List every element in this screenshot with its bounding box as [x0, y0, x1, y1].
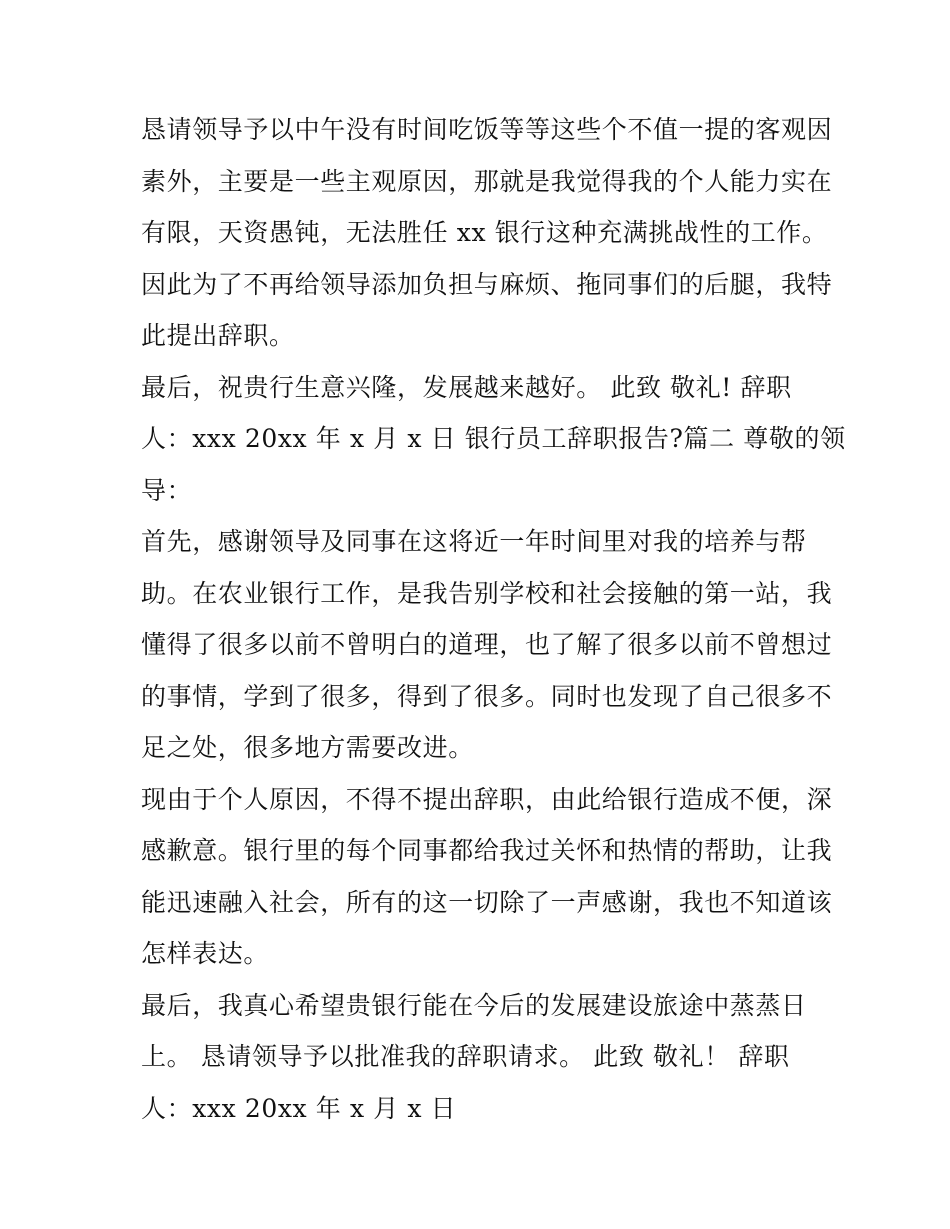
text-line: 感歉意。银行里的每个同事都给我过关怀和热情的帮助，让我 [141, 836, 833, 865]
text-line: 因此为了不再给领导添加负担与麻烦、拖同事们的后腿，我特 [141, 269, 833, 299]
text-line: 懂得了很多以前不曾明白的道理，也了解了很多以前不曾想过 [141, 630, 833, 659]
text-line: 的事情，学到了很多，得到了很多。同时也发现了自己很多不 [141, 681, 833, 711]
text-line: 足之处，很多地方需要改进。 [141, 733, 474, 762]
text-line: 导： [141, 475, 193, 505]
text-line: 上。 恳请领导予以批准我的辞职请求。 此致 敬礼！ 辞职 [141, 1042, 790, 1071]
text-line: 能迅速融入社会，所有的这一切除了一声感谢，我也不知道该 [141, 887, 833, 917]
text-line: 助。在农业银行工作，是我告别学校和社会接触的第一站，我 [141, 578, 833, 608]
text-line: 恳请领导予以中午没有时间吃饭等等这些个不值一提的客观因 [141, 115, 833, 144]
text-line: 最后，我真心希望贵银行能在今后的发展建设旅途中蒸蒸日 [141, 990, 807, 1020]
text-line: 素外，主要是一些主观原因，那就是我觉得我的个人能力实在 [141, 166, 833, 196]
text-line: 人：xxx 20xx 年 x 月 x 日 [141, 1093, 457, 1123]
text-line: 怎样表达。 [141, 939, 270, 968]
text-line: 此提出辞职。 [141, 321, 295, 350]
text-line: 首先，感谢领导及同事在这将近一年时间里对我的培养与帮 [141, 527, 807, 556]
text-line: 现由于个人原因，不得不提出辞职，由此给银行造成不便，深 [141, 784, 833, 814]
document-body [141, 104, 846, 1134]
text-line: 有限，天资愚钝，无法胜任 xx 银行这种充满挑战性的工作。 [141, 218, 828, 247]
text-line: 最后，祝贵行生意兴隆，发展越来越好。 此致 敬礼! 辞职 [141, 372, 792, 402]
text-line: 人：xxx 20xx 年 x 月 x 日 银行员工辞职报告?篇二 尊敬的领 [141, 424, 846, 453]
